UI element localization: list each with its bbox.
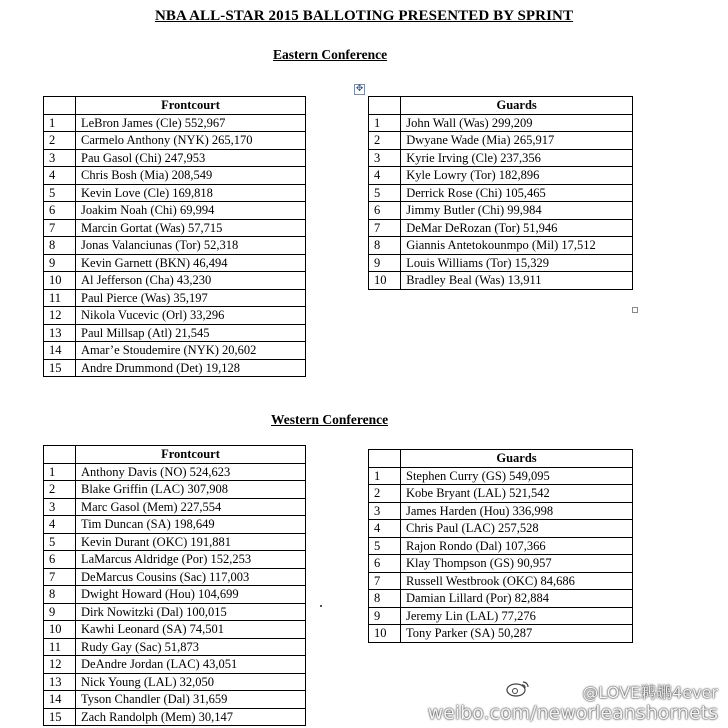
table-row: [44, 603, 306, 621]
table-row: [44, 533, 306, 551]
west-conference-heading: Western Conference: [271, 412, 389, 427]
player-votes-cell: Chris Bosh (Mia) 208,549: [76, 167, 306, 185]
player-votes-cell: Nikola Vucevic (Orl) 33,296: [76, 307, 306, 325]
table-row: [369, 590, 633, 608]
player-votes-cell: Jonas Valanciunas (Tor) 52,318: [76, 237, 306, 255]
player-votes-cell: Dwight Howard (Hou) 104,699: [76, 586, 306, 604]
table-row: [44, 481, 306, 499]
rank-cell: 2: [44, 481, 76, 499]
rank-cell: 2: [369, 132, 401, 150]
table-row: [44, 114, 306, 132]
rank-cell: 8: [44, 586, 76, 604]
table-row: [44, 638, 306, 656]
column-header: Guards: [401, 450, 633, 468]
rank-cell: 10: [44, 621, 76, 639]
table-row: [369, 254, 633, 272]
player-votes-cell: LaMarcus Aldridge (Por) 152,253: [76, 551, 306, 569]
table-row: [369, 572, 633, 590]
table-row: [44, 586, 306, 604]
table-row: [44, 621, 306, 639]
player-votes-cell: Jimmy Butler (Chi) 99,984: [401, 202, 633, 220]
table-row: [369, 132, 633, 150]
rank-cell: 5: [44, 533, 76, 551]
table-row: [44, 254, 306, 272]
table-row: [369, 184, 633, 202]
table-row: [369, 202, 633, 220]
table-row: [44, 498, 306, 516]
rank-cell: 9: [369, 254, 401, 272]
player-votes-cell: Tim Duncan (SA) 198,649: [76, 516, 306, 534]
table-row: [369, 149, 633, 167]
table-row: [44, 656, 306, 674]
table-row: [44, 307, 306, 325]
player-votes-cell: Kevin Durant (OKC) 191,881: [76, 533, 306, 551]
rank-cell: 15: [44, 359, 76, 377]
rank-cell: 5: [369, 537, 401, 555]
rank-cell: 3: [369, 502, 401, 520]
player-votes-cell: Kyrie Irving (Cle) 237,356: [401, 149, 633, 167]
table-row: [369, 167, 633, 185]
rank-cell: 7: [44, 219, 76, 237]
table-row: [369, 502, 633, 520]
table-row: [369, 485, 633, 503]
rank-cell: 4: [44, 167, 76, 185]
player-votes-cell: Zach Randolph (Mem) 30,147: [76, 708, 306, 726]
rank-cell: 8: [369, 237, 401, 255]
table-row: [44, 132, 306, 150]
column-header: Guards: [401, 97, 633, 115]
rank-cell: 10: [369, 625, 401, 643]
player-votes-cell: Jeremy Lin (LAL) 77,276: [401, 607, 633, 625]
player-votes-cell: Dwyane Wade (Mia) 265,917: [401, 132, 633, 150]
table-row: [369, 537, 633, 555]
rank-cell: 10: [44, 272, 76, 290]
rank-cell: 6: [44, 202, 76, 220]
rank-cell: 7: [369, 572, 401, 590]
table-row: [369, 114, 633, 132]
player-votes-cell: Marcin Gortat (Was) 57,715: [76, 219, 306, 237]
rank-cell: 4: [369, 520, 401, 538]
table-row: [44, 708, 306, 726]
stray-dot: [320, 605, 322, 607]
player-votes-cell: Dirk Nowitzki (Dal) 100,015: [76, 603, 306, 621]
rank-cell: 12: [44, 307, 76, 325]
player-votes-cell: Paul Millsap (Atl) 21,545: [76, 324, 306, 342]
table-row: [44, 673, 306, 691]
player-votes-cell: Chris Paul (LAC) 257,528: [401, 520, 633, 538]
player-votes-cell: Kawhi Leonard (SA) 74,501: [76, 621, 306, 639]
east-frontcourt-table: [43, 96, 306, 377]
player-votes-cell: DeMar DeRozan (Tor) 51,946: [401, 219, 633, 237]
rank-cell: 5: [369, 184, 401, 202]
player-votes-cell: Blake Griffin (LAC) 307,908: [76, 481, 306, 499]
table-row: [44, 272, 306, 290]
table-row: [369, 219, 633, 237]
table-row: [44, 289, 306, 307]
rank-cell: 1: [44, 114, 76, 132]
player-votes-cell: James Harden (Hou) 336,998: [401, 502, 633, 520]
rank-cell: 6: [44, 551, 76, 569]
rank-cell: 5: [44, 184, 76, 202]
rank-cell: 1: [369, 467, 401, 485]
east-conference-heading: Eastern Conference: [273, 47, 388, 62]
table-row: [369, 272, 633, 290]
rank-cell: 6: [369, 202, 401, 220]
table-row: [369, 237, 633, 255]
table-row: [44, 463, 306, 481]
watermark-url: weibo.com/neworleanshornets: [427, 702, 718, 724]
rank-cell: 3: [44, 498, 76, 516]
table-row: [369, 555, 633, 573]
west-frontcourt-table: [43, 445, 306, 726]
rank-cell: 13: [44, 673, 76, 691]
player-votes-cell: Klay Thompson (GS) 90,957: [401, 555, 633, 573]
player-votes-cell: Nick Young (LAL) 32,050: [76, 673, 306, 691]
rank-cell: 14: [44, 342, 76, 360]
rank-cell: 2: [369, 485, 401, 503]
player-votes-cell: Al Jefferson (Cha) 43,230: [76, 272, 306, 290]
player-votes-cell: Stephen Curry (GS) 549,095: [401, 467, 633, 485]
east-guards-table: [368, 96, 633, 290]
rank-cell: 7: [369, 219, 401, 237]
player-votes-cell: Paul Pierce (Was) 35,197: [76, 289, 306, 307]
player-votes-cell: Tyson Chandler (Dal) 31,659: [76, 691, 306, 709]
table-row: [44, 167, 306, 185]
rank-cell: 4: [44, 516, 76, 534]
player-votes-cell: Andre Drummond (Det) 19,128: [76, 359, 306, 377]
table-row: [44, 202, 306, 220]
column-header: Frontcourt: [76, 97, 306, 115]
player-votes-cell: Amar’e Stoudemire (NYK) 20,602: [76, 342, 306, 360]
west-guards-table: [368, 449, 633, 643]
rank-cell: 15: [44, 708, 76, 726]
rank-cell: 9: [44, 603, 76, 621]
rank-cell: 3: [44, 149, 76, 167]
rank-cell: 3: [369, 149, 401, 167]
table-row: [44, 551, 306, 569]
table-row: [44, 568, 306, 586]
rank-cell: 13: [44, 324, 76, 342]
weibo-logo-icon: [506, 679, 530, 697]
player-votes-cell: Damian Lillard (Por) 82,884: [401, 590, 633, 608]
player-votes-cell: Kevin Love (Cle) 169,818: [76, 184, 306, 202]
table-row: [44, 359, 306, 377]
player-votes-cell: DeAndre Jordan (LAC) 43,051: [76, 656, 306, 674]
table-row: [44, 324, 306, 342]
player-votes-cell: Rajon Rondo (Dal) 107,366: [401, 537, 633, 555]
rank-cell: 9: [369, 607, 401, 625]
move-icon[interactable]: ✥: [355, 84, 364, 94]
player-votes-cell: Rudy Gay (Sac) 51,873: [76, 638, 306, 656]
player-votes-cell: DeMarcus Cousins (Sac) 117,003: [76, 568, 306, 586]
player-votes-cell: Kyle Lowry (Tor) 182,896: [401, 167, 633, 185]
watermark-handle: @LOVE鹈鹕4ever: [582, 683, 718, 702]
rank-cell: 1: [369, 114, 401, 132]
player-votes-cell: Bradley Beal (Was) 13,911: [401, 272, 633, 290]
player-votes-cell: Louis Williams (Tor) 15,329: [401, 254, 633, 272]
player-votes-cell: Carmelo Anthony (NYK) 265,170: [76, 132, 306, 150]
player-votes-cell: Anthony Davis (NO) 524,623: [76, 463, 306, 481]
rank-cell: 6: [369, 555, 401, 573]
rank-cell: 8: [44, 237, 76, 255]
table-row: [44, 691, 306, 709]
table-row: [44, 219, 306, 237]
player-votes-cell: Kobe Bryant (LAL) 521,542: [401, 485, 633, 503]
table-row: [369, 520, 633, 538]
rank-cell: 1: [44, 463, 76, 481]
table-row: [44, 516, 306, 534]
table-row: [44, 184, 306, 202]
rank-cell: 12: [44, 656, 76, 674]
rank-cell: 14: [44, 691, 76, 709]
rank-cell: 9: [44, 254, 76, 272]
rank-cell: 8: [369, 590, 401, 608]
player-votes-cell: LeBron James (Cle) 552,967: [76, 114, 306, 132]
rank-cell: 4: [369, 167, 401, 185]
rank-cell: 11: [44, 289, 76, 307]
column-header: Frontcourt: [76, 446, 306, 464]
player-votes-cell: Kevin Garnett (BKN) 46,494: [76, 254, 306, 272]
table-row: [44, 237, 306, 255]
player-votes-cell: Giannis Antetokounmpo (Mil) 17,512: [401, 237, 633, 255]
table-row: [369, 607, 633, 625]
player-votes-cell: Marc Gasol (Mem) 227,554: [76, 498, 306, 516]
player-votes-cell: Tony Parker (SA) 50,287: [401, 625, 633, 643]
table-row: [44, 149, 306, 167]
player-votes-cell: Derrick Rose (Chi) 105,465: [401, 184, 633, 202]
page-title: NBA ALL-STAR 2015 BALLOTING PRESENTED BY SPRINT: [154, 8, 574, 24]
rank-cell: 10: [369, 272, 401, 290]
player-votes-cell: Joakim Noah (Chi) 69,994: [76, 202, 306, 220]
table-row: [369, 625, 633, 643]
player-votes-cell: John Wall (Was) 299,209: [401, 114, 633, 132]
table-row: [44, 342, 306, 360]
rank-cell: 11: [44, 638, 76, 656]
table-resize-handle[interactable]: [632, 307, 638, 313]
rank-cell: 2: [44, 132, 76, 150]
player-votes-cell: Russell Westbrook (OKC) 84,686: [401, 572, 633, 590]
player-votes-cell: Pau Gasol (Chi) 247,953: [76, 149, 306, 167]
table-row: [369, 467, 633, 485]
rank-cell: 7: [44, 568, 76, 586]
